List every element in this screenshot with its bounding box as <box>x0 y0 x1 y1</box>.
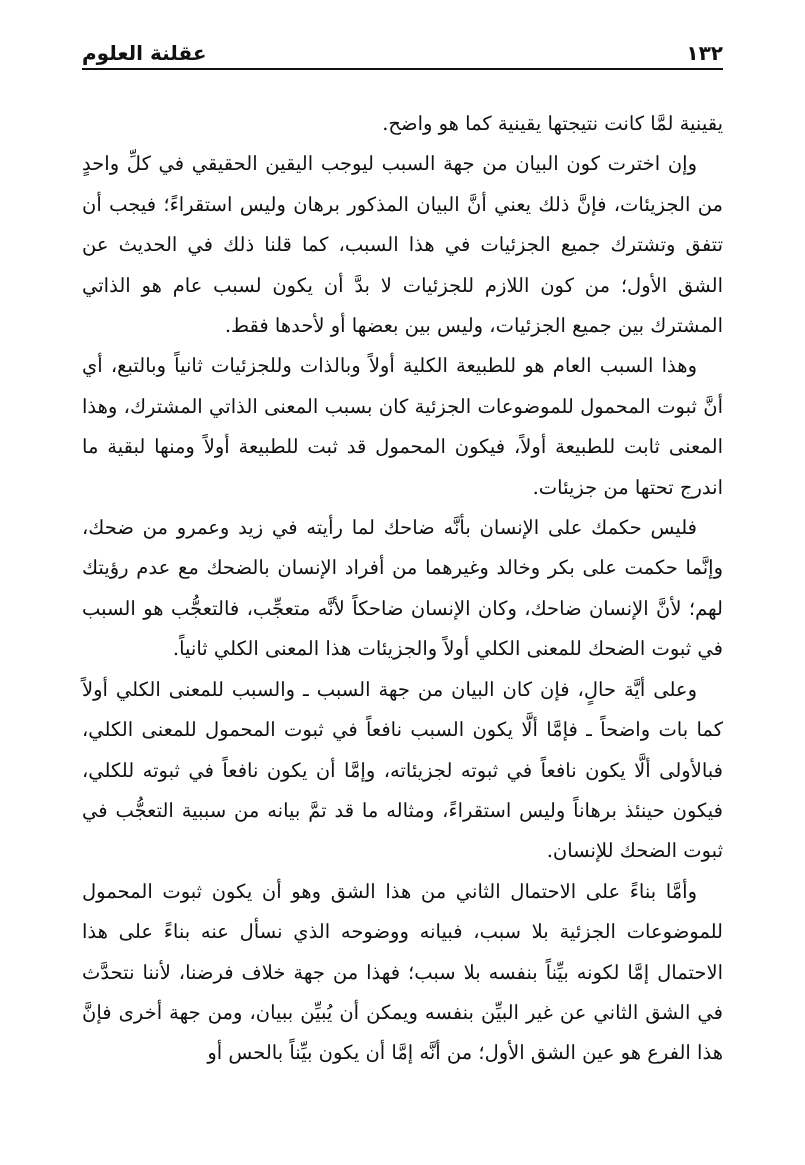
running-title: عقلنة العلوم <box>82 41 207 65</box>
paragraph: وأمَّا بناءً على الاحتمال الثاني من هذا الشق وهو أن يكون ثبوت المحمول للموضوعات الجزئية بلا سبب، فبيانه ووضوحه الذي نسأل عنه بناءً على هذا الاحتمال إمَّا لكونه بيِّناً بنفسه بلا سبب؛ فهذا من جهة خلاف فرضنا، لأننا نتحدَّث في الشق الثاني عن غير البيِّن بنفسه ويمكن أن يُبيِّن ببيان، ومن جهة أخرى فإنَّ هذا الفرع هو عين الشق الأول؛ من أنَّه إمَّا أن يكون بيِّناً بالحس أو <box>82 879 723 1065</box>
page-number: ١٣٢ <box>686 41 723 65</box>
paragraph: وإن اخترت كون البيان من جهة السبب ليوجب اليقين الحقيقي في كلِّ واحدٍ من الجزيئات، فإنَّ ذلك يعني أنَّ البيان المذكور برهان وليس استقراءً؛ فيجب أن تتفق وتشترك جميع الجزئيات في هذا السبب، كما قلنا ذلك في الحديث عن الشق الأول؛ من كون اللازم للجزئيات لا بدَّ أن يكون لسبب عام هو الذاتي المشترك بين جميع الجزئيات، وليس بين بعضها أو لأحدها فقط. <box>82 152 723 338</box>
paragraph: وهذا السبب العام هو للطبيعة الكلية أولاً وبالذات وللجزئيات ثانياً وبالتبع، أي أنَّ ثبوت المحمول للموضوعات الجزئية كان بسبب المعنى الذاتي المشترك، وهذا المعنى ثابت للطبيعة أولاً، فيكون المحمول قد ثبت للطبيعة أولاً ومنها لبقية ما اندرج تحتها من جزيئات. <box>82 354 723 499</box>
paragraph: فليس حكمك على الإنسان بأنَّه ضاحك لما رأيته في زيد وعمرو من ضحك، وإنَّما حكمت على بكر وخالد وغيرهما من أفراد الإنسان بالضحك مع عدم رؤيتك لهم؛ لأنَّ الإنسان ضاحك، وكان الإنسان ضاحكاً لأنَّه متعجِّب، فالتعجُّب هو السبب في ثبوت الضحك للمعنى الكلي أولاً والجزيئات هذا المعنى الكلي ثانياً. <box>82 516 723 661</box>
header-rule <box>82 68 723 70</box>
paragraph-continuation: يقينية لمَّا كانت نتيجتها يقينية كما هو واضح. <box>382 112 723 135</box>
paragraph: وعلى أيَّة حالٍ، فإن كان البيان من جهة السبب ـ والسبب للمعنى الكلي أولاً كما بات واضحاً ـ فإمَّا ألَّا يكون السبب نافعاً في ثبوت المحمول للمعنى الكلي، فبالأولى ألَّا يكون نافعاً في ثبوته لجزيئاته، وإمَّا أن يكون نافعاً في ثبوته للكلي، فيكون حينئذ برهاناً وليس استقراءً، ومثاله ما قد تمَّ بيانه من سببية التعجُّب في ثبوت الضحك للإنسان. <box>82 677 723 863</box>
running-head <box>82 30 723 66</box>
body-text <box>82 104 723 1074</box>
